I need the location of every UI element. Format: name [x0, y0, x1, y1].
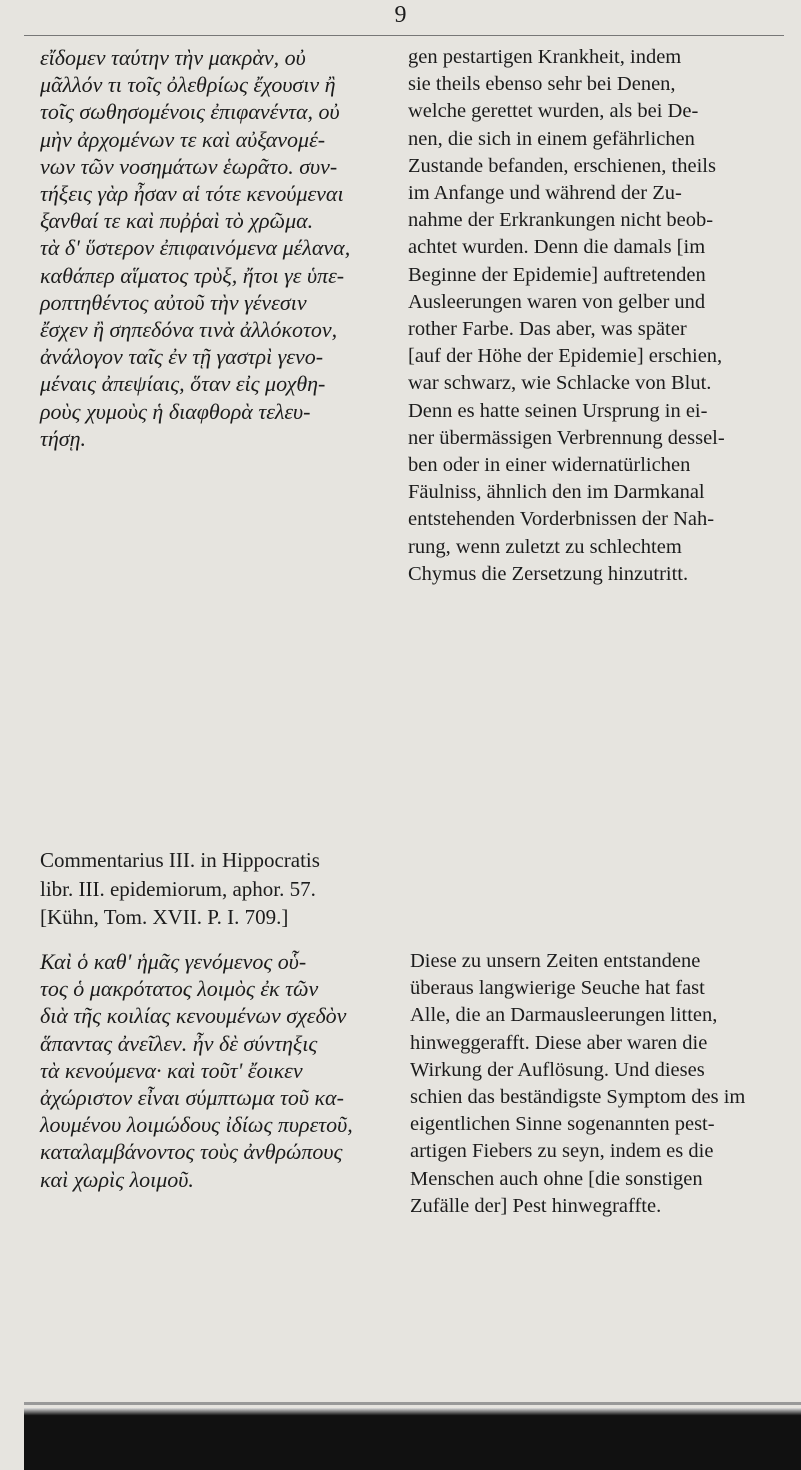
commentary-reference: Commentarius III. in Hippocratis libr. III. epidemiorum, aphor. 57. [Kühn, Tom. XVII. P. I. 709.]	[40, 848, 320, 929]
scan-bottom-edge	[24, 1408, 801, 1470]
greek-text-section-1: εἴδομεν ταύτην τὴν μακρὰν, οὐ μᾶλλόν τι τοῖς ὀλεθρίως ἔχουσιν ἢ τοῖς σωθησομένοις ἐπιφανέντα, οὐ μὴν ἀρχομένων τε καὶ αὐξανομέ- νων τῶν νοσημάτων ἑωρᾶτο. συν- τήξεις γὰρ ἦσαν αἱ τότε κενούμεναι ξανθαί τε καὶ πυῤῥαὶ τὸ χρῶμα. τὰ δ' ὕστερον ἐπιφαινόμενα μέλανα, καθάπερ αἵματος τρὺξ, ἤτοι γε ὑπε- ροπτηθέντος αὐτοῦ τὴν γένεσιν ἔσχεν ἢ σηπεδόνα τινὰ ἀλλόκοτον, ἀνάλογον ταῖς ἐν τῇ γαστρὶ γενο- μέναις ἀπεψίαις, ὅταν εἰς μοχθη- ροὺς χυμοὺς ἡ διαφθορὰ τελευ- τήσῃ.	[40, 45, 351, 451]
german-translation-section-1: gen pestartigen Krankheit, indem sie theils ebenso sehr bei Denen, welche gerettet wurden, als bei De- nen, die sich in einem gefährlichen Zustande befanden, erschienen, theils im Anfange und während der Zu- nahme der Erkrankungen nicht beob- achtet wurden. Denn die damals [im Beginne der Epidemie] auftretenden Ausleerungen waren von gelber und rother Farbe. Das aber, was später [auf der Höhe der Epidemie] erschien, war schwarz, wie Schlacke von Blut. Denn es hatte seinen Ursprung in ei- ner übermässigen Verbrennung dessel- ben oder in einer widernatürlichen Fäulniss, ähnlich den im Darmkanal entstehenden Vorderbnissen der Nah- rung, wenn zuletzt zu schlechtem Chymus die Zersetzung hinzutritt.	[408, 46, 725, 585]
page-number: 9	[394, 2, 407, 28]
greek-text-section-2: Καὶ ὁ καθ' ἡμᾶς γενόμενος οὗ- τος ὁ μακρότατος λοιμὸς ἐκ τῶν διὰ τῆς κοιλίας κενουμένων σχεδὸν ἅπαντας ἀνεῖλεν. ἦν δὲ σύντηξις τὰ κενούμενα· καὶ τοῦτ' ἔοικεν ἀχώριστον εἶναι σύμπτωμα τοῦ κα- λουμένου λοιμώδους ἰδίως πυρετοῦ, καταλαμβάνοντος τοὺς ἀνθρώπους καὶ χωρὶς λοιμοῦ.	[40, 949, 353, 1192]
header-rule	[24, 35, 784, 36]
german-translation-section-2: Diese zu unsern Zeiten entstandene überaus langwierige Seuche hat fast Alle, die an Darmausleerungen litten, hinweggerafft. Diese aber waren die Wirkung der Auflösung. Und dieses schien das beständigste Symptom des im eigentlichen Sinne sogenannten pest- artigen Fiebers zu seyn, indem es die Menschen auch ohne [die sonstigen Zufälle der] Pest hinwegraffte.	[410, 950, 746, 1217]
